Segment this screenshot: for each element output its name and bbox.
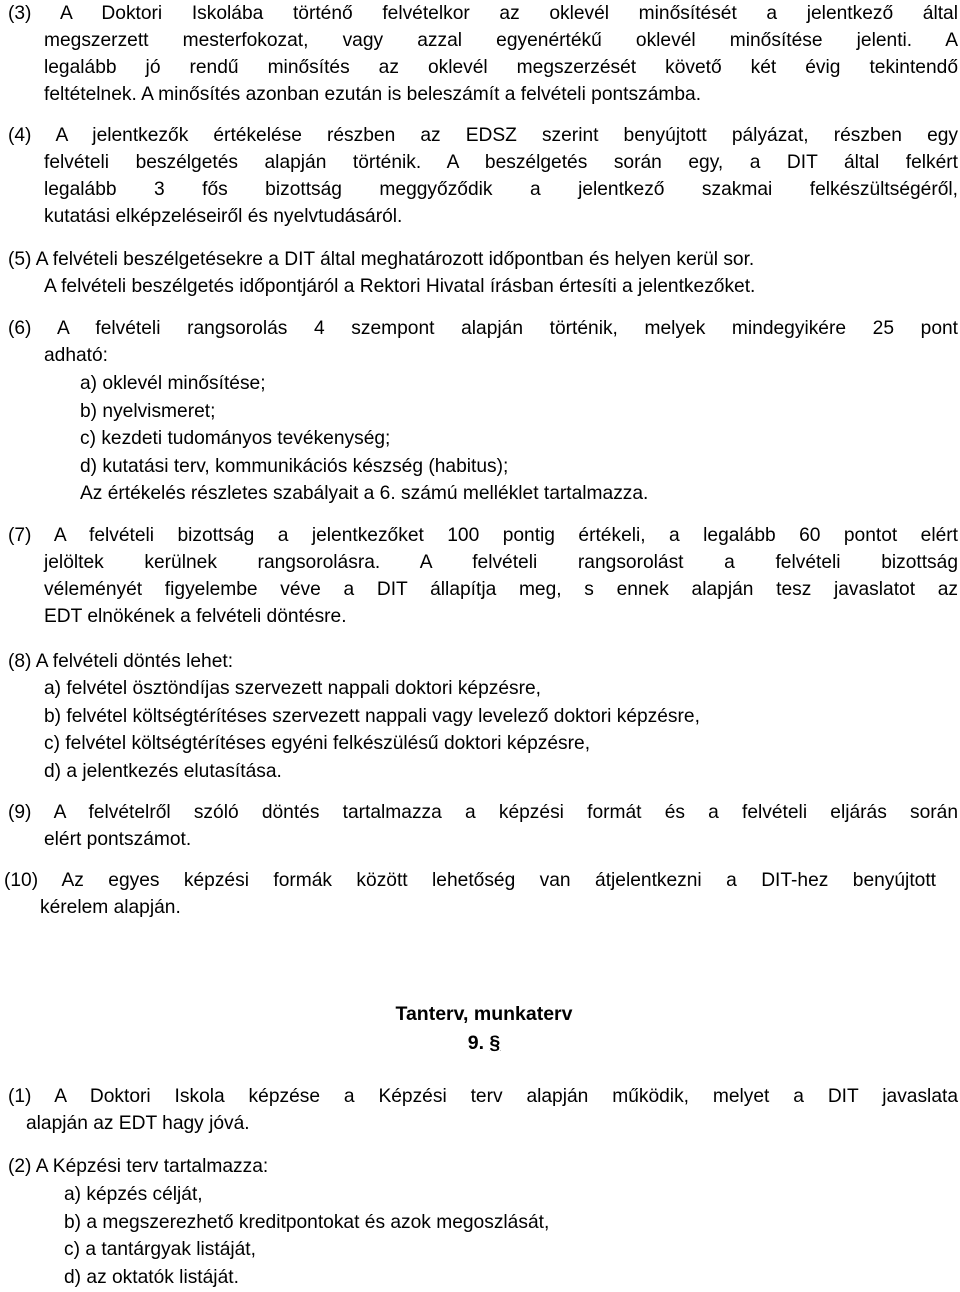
paragraph-line: (6) A felvételi rangsorolás 4 szempont alapján történik, melyek mindegyikére 25 pont — [8, 318, 958, 339]
list-item: c) kezdeti tudományos tevékenység; — [80, 428, 391, 449]
paragraph-line: felvételi beszélgetés alapján történik. A beszélgetés során egy, a DIT által felkért — [44, 152, 958, 173]
paragraph-line: adható: — [44, 345, 109, 366]
paragraph-line: (3) A Doktori Iskolába történő felvételkor az oklevél minősítését a jelentkező által — [8, 3, 958, 24]
list-item: d) a jelentkezés elutasítása. — [44, 760, 282, 782]
paragraph-line: elért pontszámot. — [44, 829, 192, 850]
paragraph-line: EDT elnökének a felvételi döntésre. — [44, 606, 347, 627]
paragraph-8 — [8, 648, 958, 675]
paragraph-line: (10) Az egyes képzési formák között lehetőség van átjelentkezni a DIT-hez benyújtott — [4, 870, 936, 891]
criteria-list — [80, 370, 648, 508]
list-item: c) felvétel költségtérítéses egyéni felkészülésű doktori képzésre, — [44, 733, 591, 754]
paragraph-line: (4) A jelentkezők értékelése részben az EDSZ szerint benyújtott pályázat, részben egy — [8, 125, 958, 146]
list-item: a) oklevél minősítése; — [80, 373, 266, 394]
section-paragraph-2 — [8, 1153, 958, 1180]
paragraph-line: véleményét figyelembe véve a DIT állapítja meg, s ennek alapján tesz javaslatot az — [44, 579, 958, 600]
list-item: c) a tantárgyak listáját, — [64, 1239, 256, 1260]
decision-list — [44, 675, 700, 785]
paragraph-line: legalább 3 fős bizottság meggyőződik a jelentkező szakmai felkészültségéről, — [44, 179, 958, 200]
paragraph-lead: (8) A felvételi döntés lehet: — [8, 651, 234, 672]
paragraph-line: legalább jó rendű minősítés az oklevél megszerzését követő két évig tekintendő — [44, 57, 958, 78]
paragraph-lead: (2) A Képzési terv tartalmazza: — [8, 1156, 269, 1177]
list-item: a) felvétel ösztöndíjas szervezett nappali doktori képzésre, — [44, 678, 542, 699]
paragraph-line: megszerzett mesterfokozat, vagy azzal egyenértékű oklevél minősítése jelenti. A — [44, 30, 958, 51]
paragraph-line: (7) A felvételi bizottság a jelentkezőket 100 pontig értékeli, a legalább 60 pontot elért — [8, 525, 958, 546]
paragraph-line: jelöltek kerülnek rangsorolásra. A felvételi rangsorolást a felvételi bizottság — [44, 552, 958, 573]
list-item: d) kutatási terv, kommunikációs készség (habitus); — [80, 455, 509, 477]
paragraph-line: (9) A felvételről szóló döntés tartalmazza a képzési formát és a felvételi eljárás során — [8, 802, 958, 823]
section-paragraph-1 — [8, 1083, 958, 1137]
paragraph-line: (1) A Doktori Iskola képzése a Képzési terv alapján működik, melyet a DIT javaslata — [8, 1086, 958, 1107]
paragraph-line: kutatási elképzeléseiről és nyelvtudásáról. — [44, 206, 403, 227]
section-title: Tanterv, munkaterv — [395, 1003, 573, 1025]
paragraph-line: alapján az EDT hagy jóvá. — [26, 1113, 250, 1134]
paragraph-4 — [8, 122, 958, 230]
paragraph-10 — [4, 867, 936, 921]
list-item: b) a megszerezhető kreditpontokat és azok megoszlását, — [64, 1211, 550, 1233]
section-sign-icon: § — [489, 1032, 501, 1054]
paragraph-5 — [8, 246, 958, 300]
paragraph-3 — [8, 0, 958, 108]
list-item: a) képzés célját, — [64, 1184, 203, 1205]
paragraph-9 — [8, 799, 958, 853]
list-item: b) nyelvismeret; — [80, 400, 216, 422]
section-number — [4, 1029, 960, 1057]
paragraph-line: A felvételi beszélgetés időpontjáról a Rektori Hivatal írásban értesíti a jelentkezőket. — [44, 276, 756, 297]
paragraph-line: (5) A felvételi beszélgetésekre a DIT által meghatározott időpontban és helyen kerül sor. — [8, 249, 755, 270]
list-item: b) felvétel költségtérítéses szervezett nappali vagy levelező doktori képzésre, — [44, 705, 700, 727]
list-item: d) az oktatók listáját. — [64, 1266, 239, 1288]
paragraph-7 — [8, 522, 958, 630]
paragraph-line: feltételnek. A minősítés azonban ezután is beleszámít a felvételi pontszámba. — [44, 84, 702, 105]
paragraph-line: kérelem alapján. — [40, 897, 181, 918]
paragraph-6 — [8, 315, 958, 369]
list-item: Az értékelés részletes szabályait a 6. számú melléklet tartalmazza. — [80, 483, 649, 504]
training-plan-list — [64, 1181, 549, 1291]
section-number-text: 9. — [467, 1032, 484, 1054]
